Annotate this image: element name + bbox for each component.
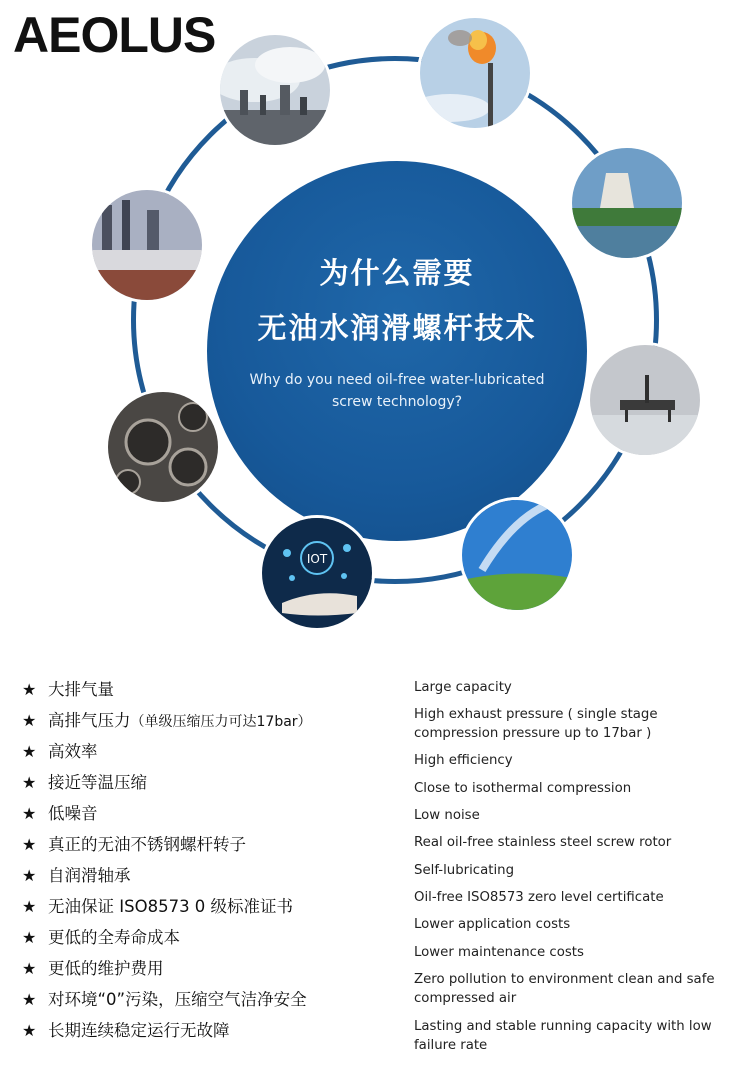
feature-cn-item: ★ 自润滑轴承 (22, 866, 131, 885)
star-icon: ★ (22, 990, 37, 1009)
feature-cn-item: ★ 无油保证 ISO8573 0 级标准证书 (22, 897, 294, 916)
factory-smoke-image (220, 35, 330, 145)
feature-en-item: High efficiency (414, 753, 513, 768)
water-treatment-image (108, 392, 218, 502)
feature-en-item: Zero pollution to environment clean and safe compressed air (414, 972, 715, 1006)
oil-platform-image (590, 345, 700, 455)
feature-cn-item: ★ 对环境“0”污染，压缩空气洁净安全 (22, 990, 307, 1009)
star-icon: ★ (22, 773, 37, 792)
feature-en-item: High exhaust pressure ( single stage compression pressure up to 17bar ) (414, 707, 658, 741)
iot-label: IOT (306, 552, 328, 566)
feature-cn-item: ★ 长期连续稳定运行无故障 (22, 1021, 230, 1040)
feature-en-item: Real oil-free stainless steel screw rotor (414, 835, 672, 850)
feature-en-item: Lower application costs (414, 917, 571, 932)
star-icon: ★ (22, 897, 37, 916)
star-icon: ★ (22, 835, 37, 854)
hero-subtitle-line1: Why do you need oil-free water-lubricated (249, 372, 545, 388)
feature-en-item: Oil-free ISO8573 zero level certificate (414, 890, 664, 905)
center-circle (207, 161, 587, 541)
star-icon: ★ (22, 928, 37, 947)
star-icon: ★ (22, 866, 37, 885)
feature-cn-item: ★ 大排气量 (22, 680, 114, 699)
hero-subtitle-line2: screw technology? (331, 394, 463, 410)
gas-flare-image (420, 18, 530, 128)
feature-en-item: Self-lubricating (414, 863, 515, 878)
star-icon: ★ (22, 742, 37, 761)
hero-title-line2: 无油水润滑螺杆技术 (257, 311, 537, 345)
feature-en-item: Large capacity (414, 680, 512, 695)
hero-title-line1: 为什么需要 (319, 256, 475, 290)
iot-hand-image (262, 518, 372, 628)
brand-logo: AEOLUS (13, 7, 216, 63)
feature-cn-item: ★ 高效率 (22, 742, 98, 761)
feature-en-item: Close to isothermal compression (414, 781, 632, 796)
star-icon: ★ (22, 680, 37, 699)
hero-subtitle (237, 369, 557, 413)
feature-en-item: Low noise (414, 808, 480, 823)
feature-cn-item: ★ 接近等温压缩 (22, 773, 147, 792)
star-icon: ★ (22, 1021, 37, 1040)
feature-cn-item: ★ 更低的全寿命成本 (22, 928, 180, 947)
feature-en-item: Lasting and stable running capacity with low failure rate (414, 1019, 712, 1053)
feature-cn-item: ★ 更低的维护费用 (22, 959, 164, 978)
feature-en-item: Lower maintenance costs (414, 945, 584, 960)
sky-grass-image (462, 500, 572, 610)
star-icon: ★ (22, 711, 37, 730)
feature-cn-item: ★ 低噪音 (22, 804, 98, 823)
feature-cn-item: ★ 高排气压力（单级压缩压力可达17bar） (22, 711, 312, 730)
industrial-plant-image (92, 190, 202, 300)
feature-cn-item: ★ 真正的无油不锈钢螺杆转子 (22, 835, 246, 854)
cooling-tower-image (572, 148, 682, 258)
star-icon: ★ (22, 959, 37, 978)
star-icon: ★ (22, 804, 37, 823)
